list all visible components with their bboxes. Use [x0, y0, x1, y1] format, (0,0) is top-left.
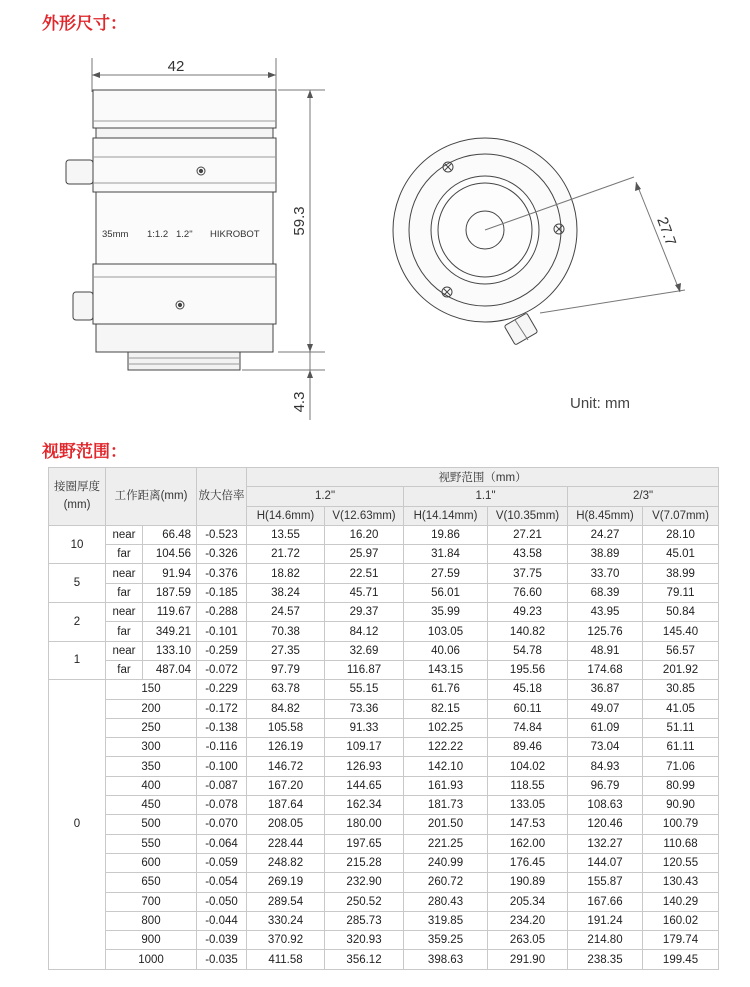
- fov-value-cell: 132.27: [568, 834, 643, 853]
- fov-value-cell: 291.90: [488, 950, 568, 969]
- fov-value-cell: 49.23: [488, 603, 568, 622]
- fov-value-cell: 161.93: [404, 776, 488, 795]
- magnification-cell: -0.087: [197, 776, 247, 795]
- fov-value-cell: 71.06: [643, 757, 719, 776]
- h-11-header: H(14.14mm): [404, 506, 488, 525]
- fov-value-cell: 285.73: [325, 911, 404, 930]
- fov-value-cell: 63.78: [247, 680, 325, 699]
- magnification-cell: -0.326: [197, 545, 247, 564]
- fov-value-cell: 142.10: [404, 757, 488, 776]
- fov-value-cell: 61.76: [404, 680, 488, 699]
- fov-value-cell: 104.02: [488, 757, 568, 776]
- distance-cell: 200: [106, 699, 197, 718]
- distance-cell: 600: [106, 853, 197, 872]
- distance-type-cell: far: [106, 545, 143, 564]
- width-dimension-label: 42: [167, 58, 185, 75]
- fov-value-cell: 68.39: [568, 583, 643, 602]
- fov-value-cell: 38.24: [247, 583, 325, 602]
- distance-cell: 700: [106, 892, 197, 911]
- h-23-header: H(8.45mm): [568, 506, 643, 525]
- fov-value-cell: 195.56: [488, 660, 568, 679]
- fov-value-cell: 162.00: [488, 834, 568, 853]
- fov-value-cell: 45.18: [488, 680, 568, 699]
- fov-value-cell: 38.99: [643, 564, 719, 583]
- table-row: [49, 892, 719, 911]
- fov-value-cell: 27.35: [247, 641, 325, 660]
- fov-value-cell: 16.20: [325, 525, 404, 544]
- magnification-cell: -0.376: [197, 564, 247, 583]
- fov-value-cell: 25.97: [325, 545, 404, 564]
- fov-value-cell: 45.01: [643, 545, 719, 564]
- fov-value-cell: 97.79: [247, 660, 325, 679]
- fov-value-cell: 19.86: [404, 525, 488, 544]
- distance-type-cell: near: [106, 603, 143, 622]
- magnification-cell: -0.523: [197, 525, 247, 544]
- fov-value-cell: 330.24: [247, 911, 325, 930]
- distance-cell: 550: [106, 834, 197, 853]
- fov-value-cell: 38.89: [568, 545, 643, 564]
- distance-cell: 500: [106, 815, 197, 834]
- fov-value-cell: 116.87: [325, 660, 404, 679]
- fov-value-cell: 176.45: [488, 853, 568, 872]
- fov-value-cell: 80.99: [643, 776, 719, 795]
- fov-value-cell: 144.65: [325, 776, 404, 795]
- fov-value-cell: 144.07: [568, 853, 643, 872]
- fov-value-cell: 359.25: [404, 931, 488, 950]
- magnification-cell: -0.229: [197, 680, 247, 699]
- fov-value-cell: 160.02: [643, 911, 719, 930]
- fov-value-cell: 100.79: [643, 815, 719, 834]
- fov-value-cell: 263.05: [488, 931, 568, 950]
- spacer-cell: 10: [49, 525, 106, 564]
- fov-value-cell: 35.99: [404, 603, 488, 622]
- table-row: [49, 757, 719, 776]
- fov-value-cell: 40.06: [404, 641, 488, 660]
- table-row: [49, 660, 719, 679]
- distance-cell: 487.04: [143, 660, 197, 679]
- magnification-header: [197, 468, 247, 526]
- fov-value-cell: 56.01: [404, 583, 488, 602]
- field-of-view-table: [48, 467, 719, 970]
- distance-cell: 349.21: [143, 622, 197, 641]
- magnification-cell: -0.039: [197, 931, 247, 950]
- distance-type-cell: far: [106, 660, 143, 679]
- fov-value-cell: 29.37: [325, 603, 404, 622]
- fov-value-cell: 411.58: [247, 950, 325, 969]
- distance-header: [106, 468, 197, 526]
- fov-value-cell: 74.84: [488, 718, 568, 737]
- table-row: [49, 873, 719, 892]
- fov-value-cell: 181.73: [404, 796, 488, 815]
- fov-value-cell: 108.63: [568, 796, 643, 815]
- fov-value-cell: 76.60: [488, 583, 568, 602]
- unit-label: Unit: mm: [570, 395, 630, 412]
- fov-value-cell: 49.07: [568, 699, 643, 718]
- fov-value-cell: 48.91: [568, 641, 643, 660]
- distance-cell: 250: [106, 718, 197, 737]
- fov-value-cell: 179.74: [643, 931, 719, 950]
- flange-dimension-label: 4.3: [291, 391, 308, 413]
- fov-value-cell: 280.43: [404, 892, 488, 911]
- fov-value-cell: 13.55: [247, 525, 325, 544]
- fov-heading: 视野范围：: [42, 442, 127, 462]
- fov-value-cell: 82.15: [404, 699, 488, 718]
- fov-value-cell: 50.84: [643, 603, 719, 622]
- magnification-cell: -0.185: [197, 583, 247, 602]
- table-row: [49, 583, 719, 602]
- table-header-row: [49, 468, 719, 487]
- fov-value-cell: 102.25: [404, 718, 488, 737]
- fov-value-cell: 201.50: [404, 815, 488, 834]
- table-row: [49, 699, 719, 718]
- distance-cell: 650: [106, 873, 197, 892]
- fov-value-cell: 60.11: [488, 699, 568, 718]
- magnification-cell: -0.044: [197, 911, 247, 930]
- table-row: [49, 718, 719, 737]
- fov-value-cell: 260.72: [404, 873, 488, 892]
- fov-value-cell: 24.27: [568, 525, 643, 544]
- fov-value-cell: 187.64: [247, 796, 325, 815]
- distance-cell: 400: [106, 776, 197, 795]
- fov-value-cell: 146.72: [247, 757, 325, 776]
- fov-value-cell: 240.99: [404, 853, 488, 872]
- dimensions-heading: 外形尺寸：: [42, 14, 127, 34]
- magnification-cell: -0.172: [197, 699, 247, 718]
- fov-value-cell: 84.12: [325, 622, 404, 641]
- format-11-header: 1.1": [404, 487, 568, 506]
- table-row: [49, 776, 719, 795]
- fov-value-cell: 234.20: [488, 911, 568, 930]
- fov-value-cell: 199.45: [643, 950, 719, 969]
- spacer-cell: 0: [49, 680, 106, 969]
- v-12-header: V(12.63mm): [325, 506, 404, 525]
- fov-value-cell: 155.87: [568, 873, 643, 892]
- magnification-cell: -0.050: [197, 892, 247, 911]
- table-row: [49, 564, 719, 583]
- fov-value-cell: 103.05: [404, 622, 488, 641]
- fov-value-cell: 73.36: [325, 699, 404, 718]
- magnification-cell: -0.259: [197, 641, 247, 660]
- distance-type-cell: near: [106, 564, 143, 583]
- fov-value-cell: 56.57: [643, 641, 719, 660]
- fov-value-cell: 205.34: [488, 892, 568, 911]
- fov-value-cell: 221.25: [404, 834, 488, 853]
- magnification-cell: -0.078: [197, 796, 247, 815]
- fov-value-cell: 133.05: [488, 796, 568, 815]
- distance-cell: 91.94: [143, 564, 197, 583]
- fov-value-cell: 126.93: [325, 757, 404, 776]
- magnification-cell: -0.288: [197, 603, 247, 622]
- fov-value-cell: 208.05: [247, 815, 325, 834]
- fov-value-cell: 30.85: [643, 680, 719, 699]
- distance-cell: 350: [106, 757, 197, 776]
- fov-value-cell: 140.82: [488, 622, 568, 641]
- fov-value-cell: 28.10: [643, 525, 719, 544]
- fov-value-cell: 27.59: [404, 564, 488, 583]
- fov-value-cell: 43.95: [568, 603, 643, 622]
- fov-value-cell: 43.58: [488, 545, 568, 564]
- fov-value-cell: 197.65: [325, 834, 404, 853]
- fov-value-cell: 51.11: [643, 718, 719, 737]
- v-11-header: V(10.35mm): [488, 506, 568, 525]
- fov-value-cell: 228.44: [247, 834, 325, 853]
- fov-value-cell: 201.92: [643, 660, 719, 679]
- h-12-header: H(14.6mm): [247, 506, 325, 525]
- fov-value-cell: 109.17: [325, 738, 404, 757]
- fov-value-cell: 143.15: [404, 660, 488, 679]
- lens-dimension-drawing: [0, 40, 750, 430]
- table-row: [49, 950, 719, 969]
- table-row: [49, 853, 719, 872]
- fov-value-cell: 126.19: [247, 738, 325, 757]
- fov-header: 视野范围（mm）: [247, 468, 719, 487]
- fov-value-cell: 22.51: [325, 564, 404, 583]
- lens-front-view: [393, 138, 685, 345]
- fov-value-cell: 70.38: [247, 622, 325, 641]
- fov-value-cell: 125.76: [568, 622, 643, 641]
- fov-value-cell: 289.54: [247, 892, 325, 911]
- distance-cell: 119.67: [143, 603, 197, 622]
- fov-value-cell: 356.12: [325, 950, 404, 969]
- magnification-cell: -0.100: [197, 757, 247, 776]
- fov-value-cell: 110.68: [643, 834, 719, 853]
- fov-value-cell: 122.22: [404, 738, 488, 757]
- distance-cell: 900: [106, 931, 197, 950]
- distance-cell: 66.48: [143, 525, 197, 544]
- distance-cell: 133.10: [143, 641, 197, 660]
- fov-value-cell: 215.28: [325, 853, 404, 872]
- fov-value-cell: 36.87: [568, 680, 643, 699]
- lens-format-label: 1.2": [176, 229, 193, 240]
- v-23-header: V(7.07mm): [643, 506, 719, 525]
- fov-value-cell: 73.04: [568, 738, 643, 757]
- fov-value-cell: 248.82: [247, 853, 325, 872]
- fov-value-cell: 89.46: [488, 738, 568, 757]
- fov-value-cell: 27.21: [488, 525, 568, 544]
- spacer-header: [49, 468, 106, 526]
- magnification-cell: -0.116: [197, 738, 247, 757]
- fov-value-cell: 91.33: [325, 718, 404, 737]
- table-row: [49, 738, 719, 757]
- fov-value-cell: 84.82: [247, 699, 325, 718]
- table-row: [49, 815, 719, 834]
- fov-value-cell: 190.89: [488, 873, 568, 892]
- distance-type-cell: near: [106, 641, 143, 660]
- fov-value-cell: 145.40: [643, 622, 719, 641]
- distance-cell: 187.59: [143, 583, 197, 602]
- fov-value-cell: 120.55: [643, 853, 719, 872]
- table-row: [49, 834, 719, 853]
- fov-value-cell: 269.19: [247, 873, 325, 892]
- fov-value-cell: 55.15: [325, 680, 404, 699]
- lens-aperture-label: 1:1.2: [147, 229, 169, 240]
- spacer-header-label: 接圈厚度(mm): [54, 481, 100, 512]
- spacer-cell: 2: [49, 603, 106, 642]
- magnification-cell: -0.070: [197, 815, 247, 834]
- distance-type-cell: far: [106, 622, 143, 641]
- table-row: [49, 603, 719, 622]
- fov-value-cell: 130.43: [643, 873, 719, 892]
- fov-value-cell: 32.69: [325, 641, 404, 660]
- table-row: [49, 931, 719, 950]
- table-row: [49, 622, 719, 641]
- table-row: [49, 545, 719, 564]
- fov-value-cell: 90.90: [643, 796, 719, 815]
- fov-value-cell: 147.53: [488, 815, 568, 834]
- fov-value-cell: 120.46: [568, 815, 643, 834]
- table-row: [49, 796, 719, 815]
- format-12-header: 1.2": [247, 487, 404, 506]
- height-dimension-label: 59.3: [291, 206, 308, 236]
- fov-value-cell: 24.57: [247, 603, 325, 622]
- fov-value-cell: 41.05: [643, 699, 719, 718]
- fov-value-cell: 319.85: [404, 911, 488, 930]
- magnification-cell: -0.064: [197, 834, 247, 853]
- distance-cell: 104.56: [143, 545, 197, 564]
- magnification-cell: -0.059: [197, 853, 247, 872]
- fov-value-cell: 140.29: [643, 892, 719, 911]
- table-row: [49, 680, 719, 699]
- fov-value-cell: 105.58: [247, 718, 325, 737]
- table-body: [49, 525, 719, 969]
- diameter-dimension-label: 27.7: [653, 214, 680, 249]
- fov-value-cell: 232.90: [325, 873, 404, 892]
- fov-value-cell: 45.71: [325, 583, 404, 602]
- fov-value-cell: 61.09: [568, 718, 643, 737]
- fov-value-cell: 79.11: [643, 583, 719, 602]
- fov-value-cell: 54.78: [488, 641, 568, 660]
- distance-cell: 300: [106, 738, 197, 757]
- lens-brand-label: HIKROBOT: [210, 229, 260, 240]
- format-23-header: 2/3": [568, 487, 719, 506]
- fov-value-cell: 96.79: [568, 776, 643, 795]
- fov-value-cell: 18.82: [247, 564, 325, 583]
- table-row: [49, 911, 719, 930]
- magnification-cell: -0.101: [197, 622, 247, 641]
- fov-value-cell: 191.24: [568, 911, 643, 930]
- fov-value-cell: 214.80: [568, 931, 643, 950]
- fov-value-cell: 250.52: [325, 892, 404, 911]
- fov-value-cell: 167.66: [568, 892, 643, 911]
- distance-cell: 450: [106, 796, 197, 815]
- fov-value-cell: 398.63: [404, 950, 488, 969]
- spacer-cell: 1: [49, 641, 106, 680]
- magnification-cell: -0.072: [197, 660, 247, 679]
- distance-cell: 800: [106, 911, 197, 930]
- distance-cell: 150: [106, 680, 197, 699]
- fov-value-cell: 167.20: [247, 776, 325, 795]
- distance-type-cell: far: [106, 583, 143, 602]
- fov-value-cell: 162.34: [325, 796, 404, 815]
- fov-value-cell: 370.92: [247, 931, 325, 950]
- magnification-cell: -0.138: [197, 718, 247, 737]
- magnification-cell: -0.035: [197, 950, 247, 969]
- magnification-cell: -0.054: [197, 873, 247, 892]
- fov-value-cell: 180.00: [325, 815, 404, 834]
- table-row: [49, 641, 719, 660]
- fov-value-cell: 37.75: [488, 564, 568, 583]
- fov-value-cell: 118.55: [488, 776, 568, 795]
- fov-value-cell: 320.93: [325, 931, 404, 950]
- distance-header-label: 工作距离(mm): [114, 490, 188, 503]
- lens-focal-label: 35mm: [102, 229, 129, 240]
- distance-type-cell: near: [106, 525, 143, 544]
- fov-value-cell: 174.68: [568, 660, 643, 679]
- fov-value-cell: 33.70: [568, 564, 643, 583]
- fov-value-cell: 84.93: [568, 757, 643, 776]
- fov-value-cell: 21.72: [247, 545, 325, 564]
- table-row: [49, 525, 719, 544]
- fov-value-cell: 238.35: [568, 950, 643, 969]
- fov-value-cell: 61.11: [643, 738, 719, 757]
- spacer-cell: 5: [49, 564, 106, 603]
- distance-cell: 1000: [106, 950, 197, 969]
- fov-value-cell: 31.84: [404, 545, 488, 564]
- magnification-header-label: 放大倍率: [198, 490, 245, 503]
